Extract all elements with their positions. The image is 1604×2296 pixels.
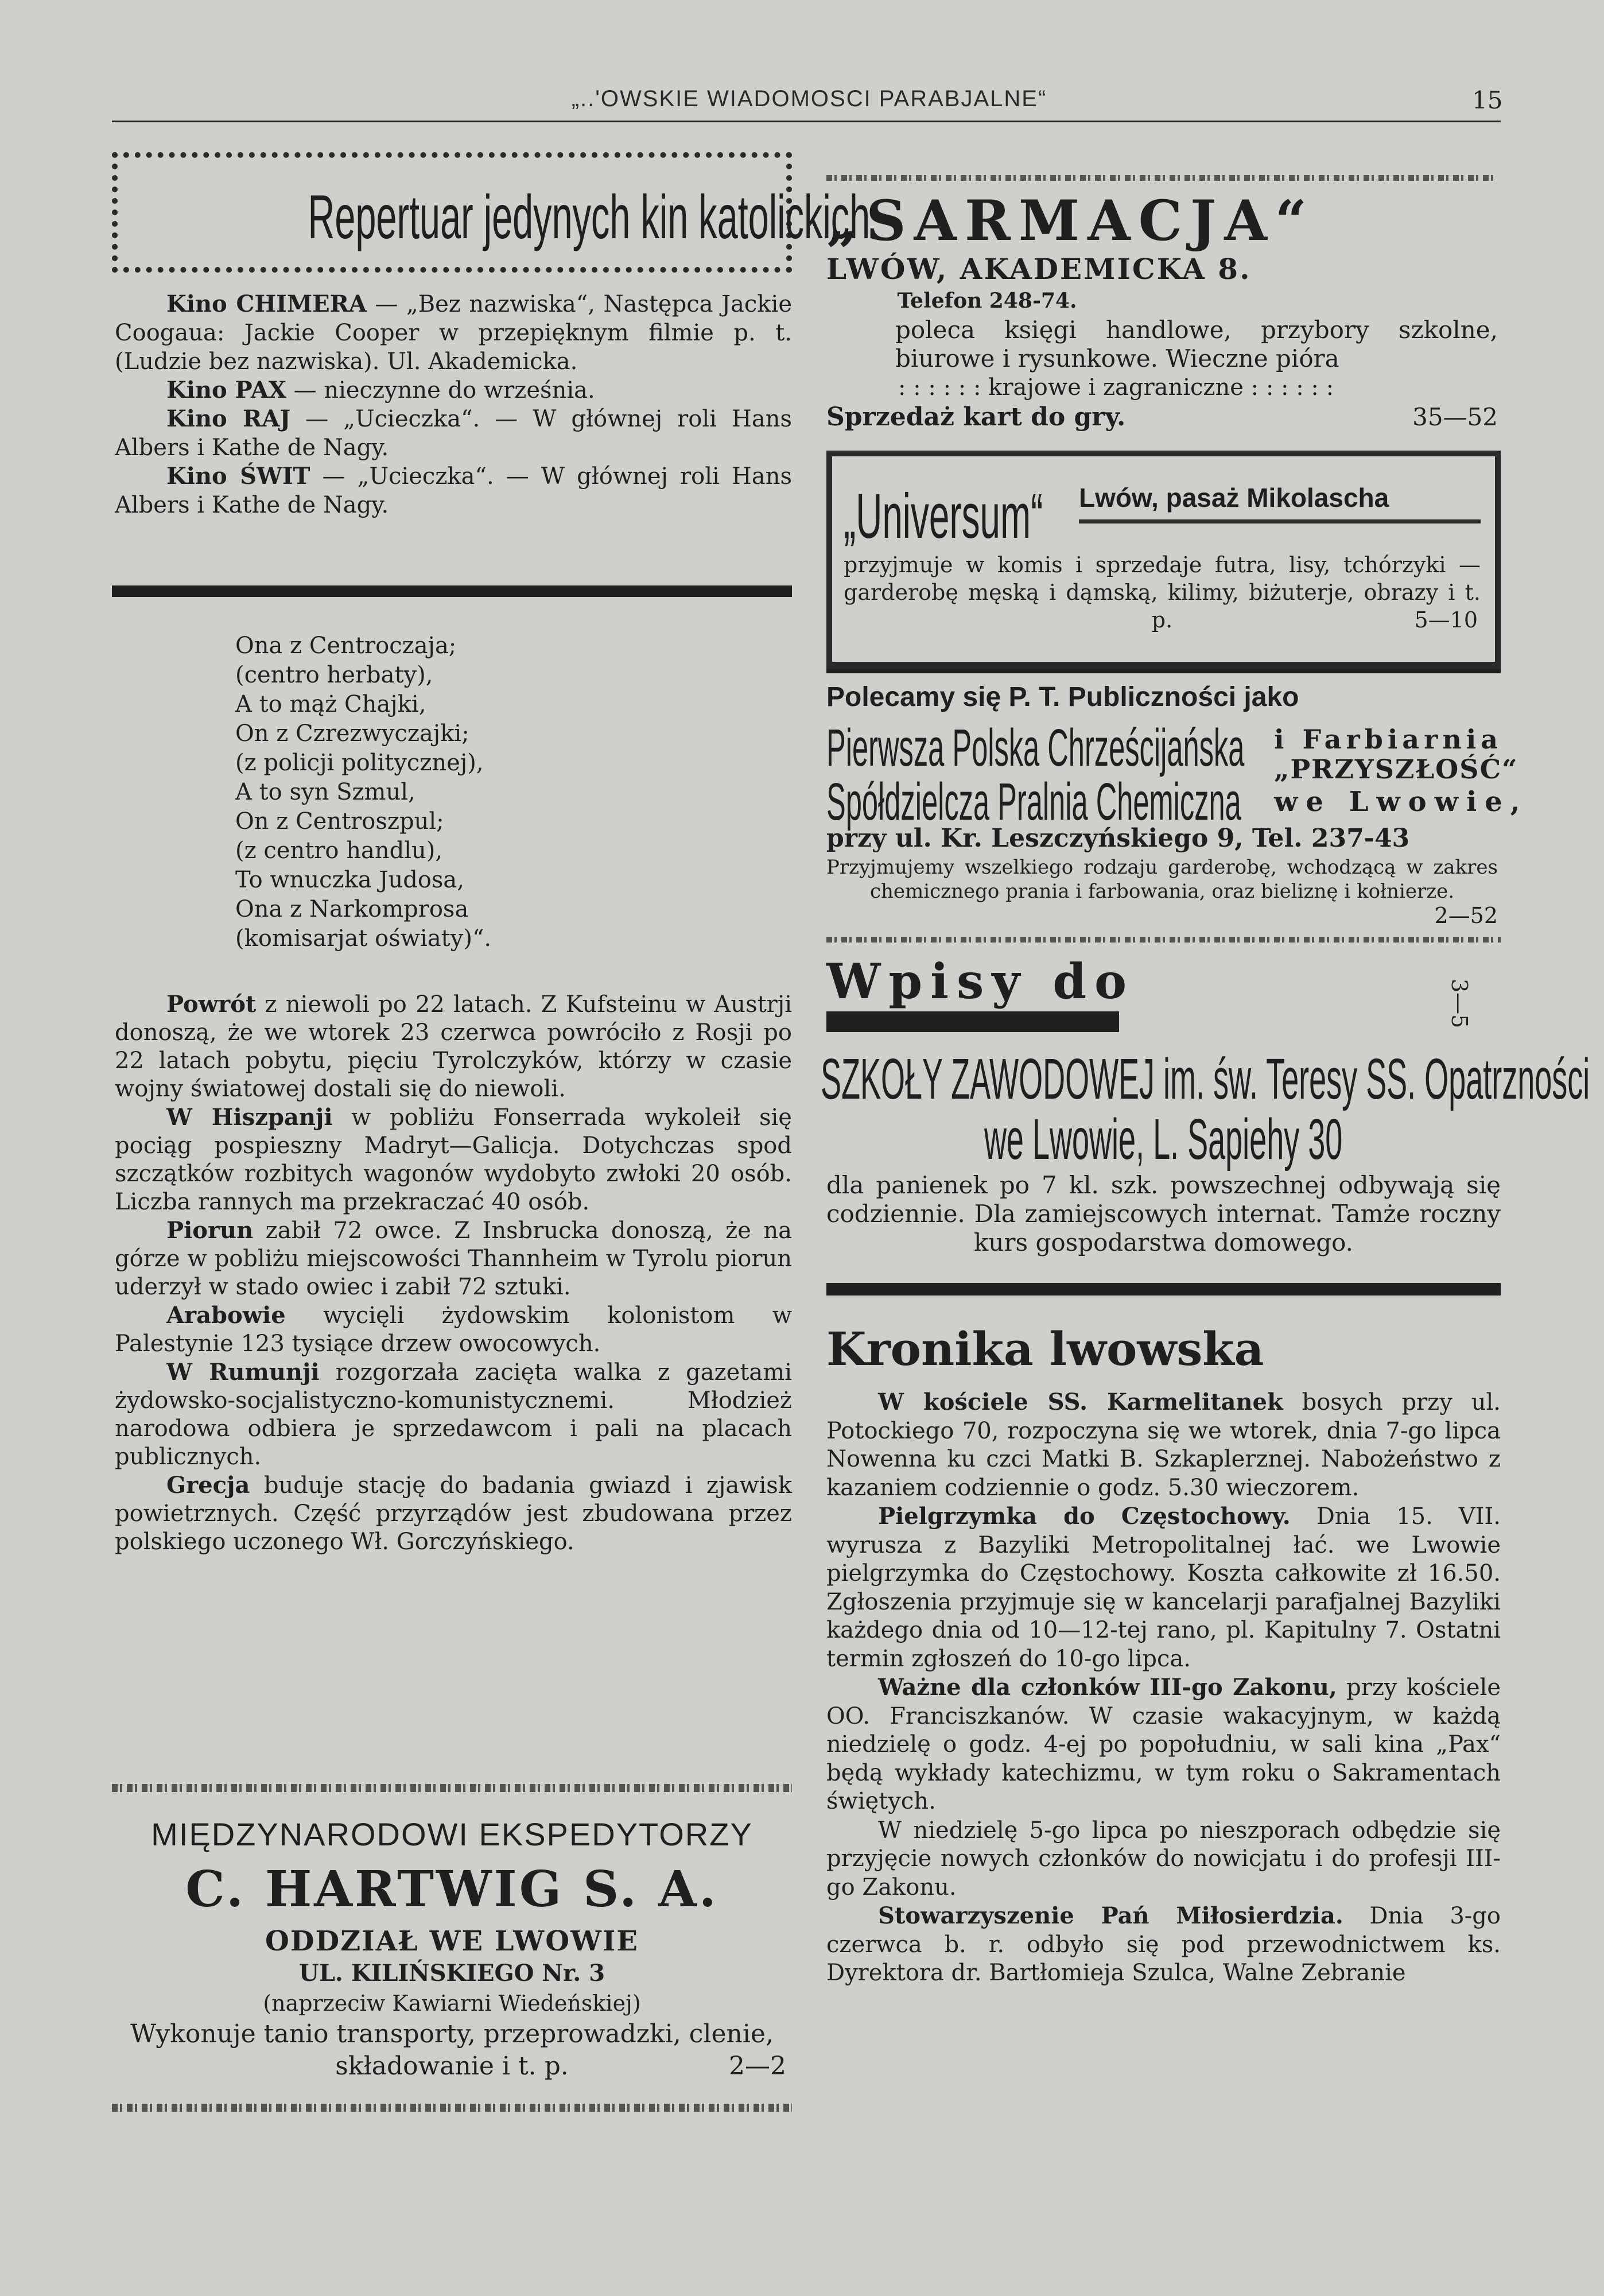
- ornament-divider: [826, 937, 1501, 943]
- sarmacja-last-line: [826, 402, 1498, 433]
- poem-line: On z Czrezwyczajki;: [235, 720, 469, 747]
- section-divider: [826, 1283, 1501, 1296]
- poem-line: To wnuczka Judosa,: [235, 867, 464, 893]
- wpisy-title: Wpisy do: [826, 953, 1135, 1010]
- section-divider: [112, 585, 792, 597]
- pralnia-text: Przyjmujemy wszelkiego rodzaju garderobę, wchodzącą w zakres chemicznego prania i farbowania, oraz bieliznę i kołnierze.: [826, 856, 1498, 903]
- sarmacja-name: „SARMACJA“: [826, 188, 1315, 253]
- poem-line: Ona z Narkomprosa: [235, 896, 469, 922]
- sarmacja-text2: : : : : : : krajowe i zagraniczne : : : : : :: [898, 374, 1334, 401]
- news-item: Arabowie wycięli żydowskim kolonistom w Palestynie 123 tysiące drzew owocowych.: [115, 1302, 792, 1357]
- repertoire-item: Kino RAJ — „Ucieczka“. — W głównej roli Hans Albers i Kathe de Nagy.: [115, 405, 793, 461]
- ornament-divider: [112, 2104, 792, 2112]
- pralnia-address: przy ul. Kr. Leszczyńskiego 9, Tel. 237-43: [826, 824, 1410, 853]
- sarmacja-text1: poleca księgi handlowe, przybory szkolne, biurowe i rysunkowe. Wieczne pióra: [895, 316, 1498, 373]
- pralnia-name-wrap: [826, 719, 1263, 831]
- universum-location: Lwów, pasaż Mikolascha: [1079, 483, 1389, 513]
- poem-line: (komisarjat oświaty)“.: [235, 925, 492, 952]
- universum-text: przyjmuje w komis i sprzedaje futra, lisy, tchórzyki — garderobę męską i dąmską, kilimy, biżuterje, obrazy i t. p.: [844, 552, 1481, 633]
- kronika-list: [826, 1388, 1501, 1988]
- poem-line: Ona z Centroczaja;: [235, 633, 457, 659]
- pralnia-farb1: i Farbiarnia: [1274, 724, 1503, 755]
- ornament-divider: [826, 175, 1498, 181]
- sarmacja-code: 35—52: [1412, 403, 1498, 431]
- sarmacja-phone: Telefon 248-74.: [897, 289, 1077, 313]
- poem-line: A to syn Szmul,: [235, 779, 415, 805]
- kronika-item: W niedzielę 5-go lipca po nieszporach odbędzie się przyjęcie nowych członków do nowicjatu i do profesji III-go Zakonu.: [826, 1817, 1501, 1901]
- poem-line: (z policji politycznej),: [235, 750, 484, 776]
- wpisy-school1: SZKOŁY ZAWODOWEJ im. św. Teresy SS. Opatrzności: [821, 1047, 1590, 1111]
- poem-line: (centro herbaty),: [235, 662, 433, 688]
- pralnia-name2: Spółdzielcza Pralnia Chemiczna: [826, 773, 1241, 831]
- sarmacja-address: LWÓW, AKADEMICKA 8.: [826, 252, 1252, 286]
- pralnia-intro: Polecamy się P. T. Publiczności jako: [826, 682, 1299, 712]
- universum-name: „Universum“: [844, 481, 1043, 552]
- page-number: 15: [1472, 86, 1503, 114]
- pralnia-code: 2—52: [1434, 903, 1498, 928]
- sarmacja-text3: Sprzedaż kart do gry.: [826, 402, 1126, 432]
- pralnia-farb2: „PRZYSZŁOŚĆ“: [1274, 754, 1518, 785]
- kronika-item: Pielgrzymka do Częstochowy. Dnia 15. VII. wyrusza z Bazyliki Metropolitalnej łać. we Lwowie pielgrzymka do Częstochowy. Koszta całkowite zł 16.50. Zgłoszenia przyjmuje się w kancelarji parafjalnej Bazyliki każdego dnia od 10—12-tej rano, pl. Kapitulny 7. Ostatni termin zgłoszeń do 10-go lipca.: [826, 1503, 1501, 1672]
- repertoire-item: Kino CHIMERA — „Bez nazwiska“, Następca Jackie Coogaua: Jackie Cooper w przepięknym filmie p. t. (Ludzie bez nazwiska). Ul. Akademicka.: [115, 290, 792, 375]
- hartwig-line1: MIĘDZYNARODOWI EKSPEDYTORZY: [151, 1816, 753, 1852]
- universum-ad: [826, 451, 1501, 669]
- pralnia-name1: Pierwsza Polska Chrześcijańska: [826, 719, 1245, 777]
- kronika-item: Stowarzyszenie Pań Miłosierdzia. Dnia 3-go czerwca b. r. odbyło się pod przewodnictwem ks. Dyrektora dr. Bartłomieja Szulca, Walne Zebranie: [826, 1902, 1501, 1986]
- news-item: W Hiszpanji w pobliżu Fonserrada wykoleił się pociąg pospieszny Madryt—Galicja. Dotychczas spod szczątków rozbitych wagonów wydobyto zwłoki 20 osób. Liczba rannych ma przekraczać 40 osób.: [115, 1104, 792, 1215]
- sarmacja-ad: [826, 189, 1498, 433]
- repertoire-item: Kino PAX — nieczynne do września.: [166, 377, 595, 404]
- hartwig-branch: ODDZIAŁ WE LWOWIE: [265, 1925, 639, 1957]
- poem: [235, 631, 786, 953]
- repertoire-title-text: Repertuar jedynych kin katolickich: [308, 182, 871, 251]
- hartwig-name: C. HARTWIG S. A.: [185, 1860, 719, 1918]
- hartwig-street: UL. KILIŃSKIEGO Nr. 3: [298, 1960, 605, 1987]
- news-item: Powrót z niewoli po 22 latach. Z Kufsteinu w Austrji donoszą, że we wtorek 23 czerwca powróciło z Rosji po 22 latach pobytu, pięciu Tyrolczyków, którzy w czasie wojny światowej dostali się do niewoli.: [115, 991, 792, 1102]
- repertoire-item: Kino ŚWIT — „Ucieczka“. — W głównej roli Hans Albers i Kathe de Nagy.: [115, 463, 792, 518]
- universum-code: 5—10: [1414, 607, 1478, 633]
- news-list: [115, 990, 792, 1556]
- kronika-title: Kronika lwowska: [826, 1322, 1264, 1376]
- hartwig-note: (naprzeciw Kawiarni Wiedeńskiej): [263, 1991, 641, 2016]
- wpisy-bar: [826, 1011, 1119, 1032]
- repertoire-title: [121, 182, 871, 251]
- kronika-item: Ważne dla członków III-go Zakonu, przy kościele OO. Franciszkanów. W czasie wakacyjnym, w każdą niedzielę o godz. 4-ej po popołudniu, w sali kina „Pax“ będą wykłady katechizmu, w tym roku o Sakramentach świętych.: [826, 1674, 1501, 1814]
- ornament-divider: [112, 1784, 792, 1792]
- kronika-item: W kościele SS. Karmelitanek bosych przy ul. Potockiego 70, rozpoczyna się we wtorek, dnia 7-go lipca Nowenna ku czci Matki B. Szkaplerznej. Nabożeństwo z kazaniem codziennie o godz. 5.30 wieczorem.: [826, 1389, 1501, 1501]
- page-header-title: „..'OWSKIE WIADOMOSCI PARABJALNE“: [571, 86, 1047, 111]
- header-rule: [112, 121, 1501, 122]
- wpisy-school2: we Lwowie, L. Sapiehy 30: [984, 1107, 1343, 1172]
- universum-name-wrap: [844, 482, 1119, 551]
- wpisy-side-code: 3—5: [1447, 979, 1472, 1029]
- pralnia-ad: [826, 674, 1528, 936]
- news-item: Grecja buduje stację do badania gwiazd i zjawisk powietrznych. Część przyrządów jest zbudowana przez polskiego uczonego Wł. Gorczyńskiego.: [115, 1472, 792, 1555]
- poem-line: A to mąż Chajki,: [235, 691, 426, 718]
- hartwig-last-line: [112, 2050, 792, 2082]
- news-item: Piorun zabił 72 owce. Z Insbrucka donoszą, że na górze w pobliżu miejscowości Thannheim w Tyrolu piorun uderzył w stado owiec i zabił 72 sztuki.: [115, 1217, 792, 1300]
- universum-rule: [1079, 519, 1481, 523]
- wpisy-school-wrap: [821, 1047, 1590, 1111]
- hartwig-offer2: składowanie i t. p.: [335, 2051, 569, 2081]
- section-divider: [826, 669, 1501, 673]
- hartwig-code: 2—2: [729, 2051, 786, 2081]
- hartwig-offer1: Wykonuje tanio transporty, przeprowadzki, clenie,: [130, 2019, 774, 2049]
- wpisy-text: dla panienek po 7 kl. szk. powszechnej odbywają się codziennie. Dla zamiejscowych internat. Tamże roczny kurs gospodarstwa domowego.: [826, 1171, 1501, 1256]
- repertoire-list: [115, 290, 792, 519]
- poem-line: (z centro handlu),: [235, 837, 443, 864]
- hartwig-ad: [112, 1814, 792, 2082]
- wpisy-school2-wrap: [826, 1108, 1501, 1171]
- pralnia-farb3: we Lwowie,: [1274, 786, 1528, 818]
- news-item: W Rumunji rozgorzała zacięta walka z gazetami żydowsko-socjalistyczno-komunistycznemi. Młodzież narodowa odbiera je sprzedawcom i pali na placach publicznych.: [115, 1359, 792, 1470]
- poem-line: On z Centroszpul;: [235, 808, 444, 835]
